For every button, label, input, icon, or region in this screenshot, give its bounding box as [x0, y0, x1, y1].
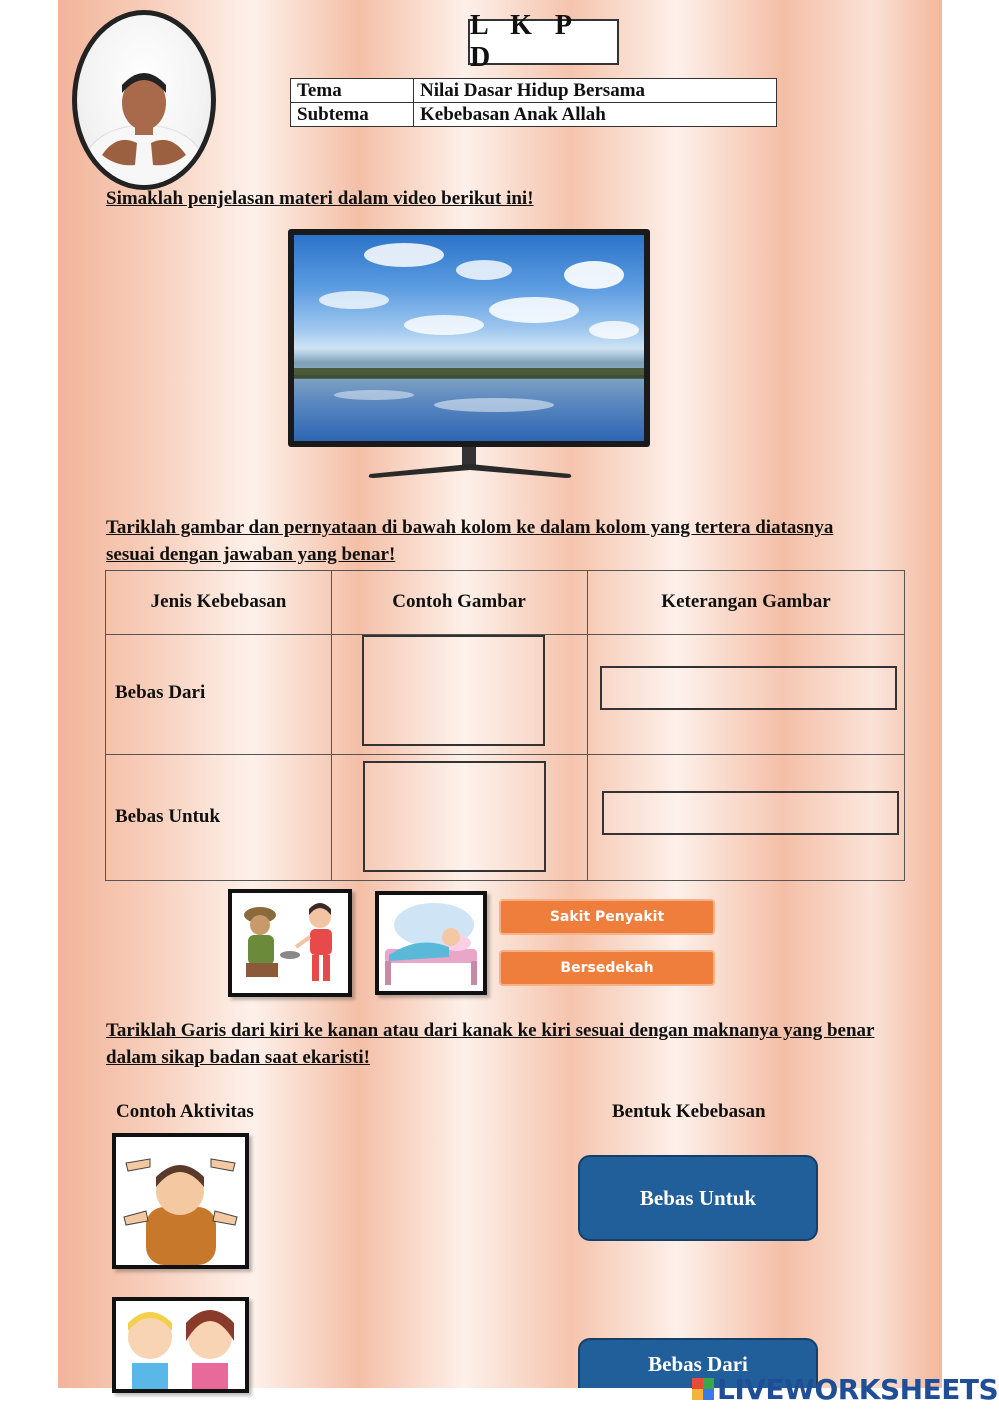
- page-title: L K P D: [468, 19, 619, 65]
- child-giving-alms-icon[interactable]: [228, 889, 352, 997]
- left-column-heading: Contoh Aktivitas: [116, 1101, 254, 1122]
- info-value: Kebebasan Anak Allah: [414, 103, 777, 127]
- video-instruction: Simaklah penjelasan materi dalam video berikut ini!: [106, 188, 534, 209]
- drag-instruction-line2: sesuai dengan jawaban yang benar!: [106, 544, 396, 565]
- info-label: Subtema: [291, 103, 414, 127]
- brand-name: LIVEWORKSHEETS: [717, 1372, 999, 1406]
- answer-grid: [105, 570, 905, 881]
- info-table: [290, 78, 777, 127]
- video-player[interactable]: [288, 229, 650, 447]
- row-label-bebas-untuk: Bebas Untuk: [115, 806, 221, 827]
- tv-video-icon[interactable]: [294, 235, 644, 441]
- liveworksheets-brand[interactable]: [692, 1372, 998, 1406]
- draggable-bersedekah[interactable]: Bersedekah: [499, 950, 715, 986]
- row-label-bebas-dari: Bebas Dari: [115, 682, 206, 703]
- draggable-sakit-penyakit[interactable]: Sakit Penyakit: [499, 899, 715, 935]
- image-drop-zone[interactable]: [363, 761, 546, 872]
- tv-stand-base: [360, 462, 580, 480]
- teacher-photo-icon: [72, 10, 216, 190]
- sick-person-bed-icon[interactable]: [375, 891, 487, 995]
- info-label: Tema: [291, 79, 414, 103]
- option-bebas-dari[interactable]: Bebas Dari: [578, 1338, 818, 1388]
- info-row: [291, 103, 777, 127]
- text-drop-zone[interactable]: [602, 791, 899, 835]
- option-bebas-untuk[interactable]: Bebas Untuk: [578, 1155, 818, 1241]
- info-value: Nilai Dasar Hidup Bersama: [414, 79, 777, 103]
- match-instruction-line2: dalam sikap badan saat ekaristi!: [106, 1047, 370, 1068]
- child-blessed-icon[interactable]: [112, 1133, 249, 1269]
- drag-instruction-line1: Tariklah gambar dan pernyataan di bawah kolom ke dalam kolom yang tertera diatasnya: [106, 517, 834, 538]
- text-drop-zone[interactable]: [600, 666, 897, 710]
- info-row: [291, 79, 777, 103]
- image-drop-zone[interactable]: [362, 635, 545, 746]
- match-instruction-line1: Tariklah Garis dari kiri ke kanan atau dari kanak ke kiri sesuai dengan maknanya yang benar: [106, 1020, 875, 1041]
- column-header: Keterangan Gambar: [661, 591, 831, 612]
- column-header: Jenis Kebebasan: [150, 591, 287, 612]
- right-column-heading: Bentuk Kebebasan: [612, 1101, 766, 1122]
- liveworksheets-logo-icon: [692, 1378, 714, 1400]
- children-praying-icon[interactable]: [112, 1297, 249, 1393]
- column-header: Contoh Gambar: [392, 591, 526, 612]
